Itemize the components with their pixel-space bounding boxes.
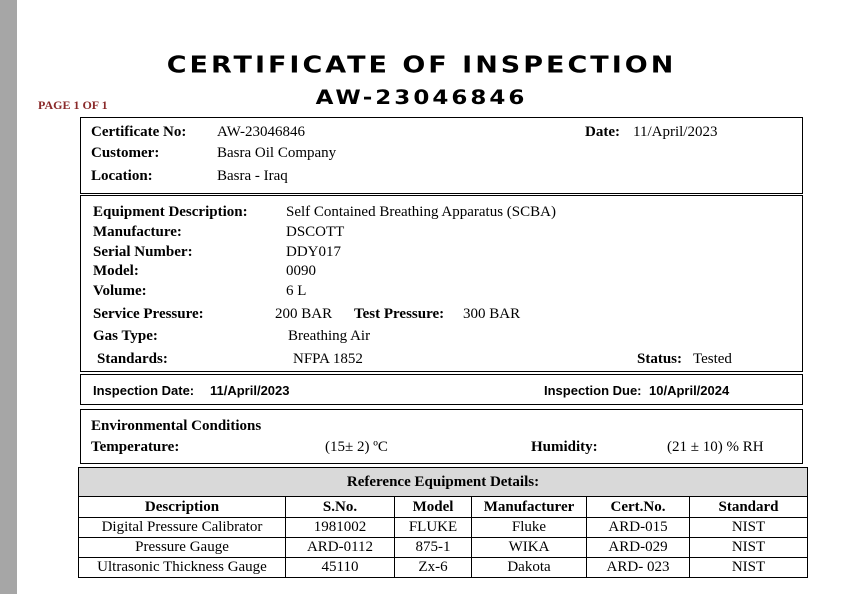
reference-table-heading: Reference Equipment Details: <box>79 468 808 497</box>
table-cell: Fluke <box>472 518 587 538</box>
service-pressure-label: Service Pressure: <box>93 306 204 322</box>
column-header: Standard <box>690 497 808 518</box>
humidity-label: Humidity: <box>531 439 598 455</box>
inspection-due-value: 10/April/2024 <box>649 383 730 398</box>
table-cell: FLUKE <box>395 518 472 538</box>
table-cell: ARD-0112 <box>286 538 395 558</box>
manufacture-label: Manufacture: <box>93 224 182 240</box>
status-value: Tested <box>693 351 732 367</box>
table-cell: 875-1 <box>395 538 472 558</box>
table-cell: WIKA <box>472 538 587 558</box>
location-value: Basra - Iraq <box>217 168 288 184</box>
column-header: S.No. <box>286 497 395 518</box>
table-cell: ARD-029 <box>587 538 690 558</box>
equipment-desc-label: Equipment Description: <box>93 204 248 220</box>
table-row <box>79 558 808 578</box>
table-cell: NIST <box>690 558 808 578</box>
cert-no-value: AW-23046846 <box>217 124 305 140</box>
volume-value: 6 L <box>286 283 307 299</box>
location-label: Location: <box>91 168 153 184</box>
inspection-date-value: 11/April/2023 <box>210 383 290 398</box>
volume-label: Volume: <box>93 283 147 299</box>
table-cell: Ultrasonic Thickness Gauge <box>79 558 286 578</box>
serial-value: DDY017 <box>286 244 341 260</box>
table-cell: ARD- 023 <box>587 558 690 578</box>
page-label: PAGE 1 OF 1 <box>38 98 108 112</box>
temperature-label: Temperature: <box>91 439 180 455</box>
table-cell: NIST <box>690 518 808 538</box>
cert-no-label: Certificate No: <box>91 124 187 140</box>
table-cell: ARD-015 <box>587 518 690 538</box>
humidity-value: (21 ± 10) % RH <box>667 439 764 455</box>
serial-label: Serial Number: <box>93 244 193 260</box>
table-cell: NIST <box>690 538 808 558</box>
column-header: Cert.No. <box>587 497 690 518</box>
column-header: Model <box>395 497 472 518</box>
table-row <box>79 518 808 538</box>
date-label: Date: <box>585 124 620 140</box>
temperature-value: (15± 2) ºC <box>325 439 388 455</box>
test-pressure-label: Test Pressure: <box>354 306 445 322</box>
table-cell: Digital Pressure Calibrator <box>79 518 286 538</box>
model-label: Model: <box>93 263 139 279</box>
manufacture-value: DSCOTT <box>286 224 345 240</box>
model-value: 0090 <box>286 263 316 279</box>
table-cell: Pressure Gauge <box>79 538 286 558</box>
equipment-box <box>80 195 803 372</box>
gas-type-value: Breathing Air <box>288 328 371 344</box>
test-pressure-value: 300 BAR <box>463 306 521 322</box>
customer-value: Basra Oil Company <box>217 145 337 161</box>
table-cell: Dakota <box>472 558 587 578</box>
inspection-due-label: Inspection Due: <box>544 383 642 398</box>
standards-value: NFPA 1852 <box>293 351 363 367</box>
reference-equipment-table <box>78 467 808 578</box>
table-cell: 45110 <box>286 558 395 578</box>
table-cell: Zx-6 <box>395 558 472 578</box>
date-value: 11/April/2023 <box>633 124 718 140</box>
service-pressure-value: 200 BAR <box>275 306 333 322</box>
gas-type-label: Gas Type: <box>93 328 158 344</box>
table-cell: 1981002 <box>286 518 395 538</box>
standards-label: Standards: <box>97 351 168 367</box>
certificate-title: CERTIFICATE OF INSPECTION <box>166 52 677 79</box>
customer-label: Customer: <box>91 145 160 161</box>
certificate-code: AW-23046846 <box>315 86 528 110</box>
table-header-row <box>79 497 808 518</box>
column-header: Description <box>79 497 286 518</box>
equipment-desc-value: Self Contained Breathing Apparatus (SCBA) <box>286 204 556 220</box>
column-header: Manufacturer <box>472 497 587 518</box>
table-row <box>79 538 808 558</box>
inspection-date-label: Inspection Date: <box>93 383 195 398</box>
status-label: Status: <box>637 351 683 367</box>
environment-heading: Environmental Conditions <box>91 418 262 434</box>
